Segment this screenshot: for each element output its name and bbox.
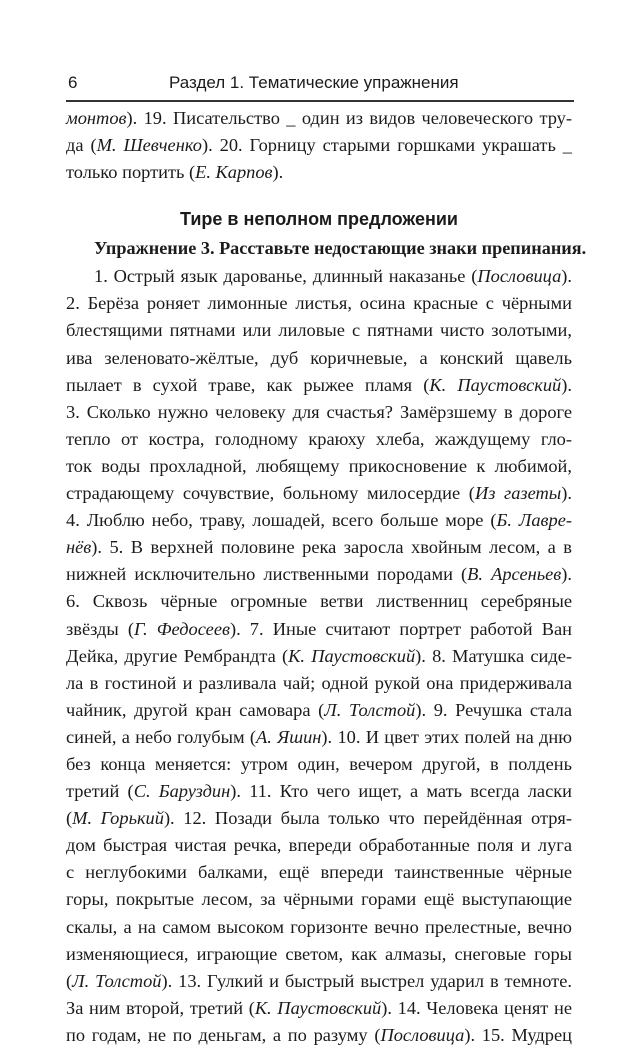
- source-citation: С. Баруздин: [133, 781, 231, 802]
- text-line: [66, 616, 572, 643]
- exercise-title: [94, 234, 587, 263]
- text-segment: скалы, а на самом высоком горизонте вечно прелестные, вечно: [66, 916, 572, 937]
- text-segment: ).: [561, 564, 572, 585]
- source-citation: М. Шевченко: [96, 135, 202, 156]
- text-segment: ). 11. Кто чего ищет, а мать всегда ласки: [230, 781, 573, 802]
- text-segment: нижней исключительно лиственными породами (: [66, 564, 468, 585]
- text-line: [66, 426, 572, 453]
- text-line: [66, 345, 572, 372]
- text-segment: ). 20. Горницу старыми горшками украшать _: [201, 135, 572, 156]
- text-segment: ). 13. Гулкий и быстрый выстрел ударил в темноте.: [161, 970, 572, 991]
- page-number: 6: [68, 73, 78, 92]
- text-segment: (: [66, 970, 73, 991]
- source-citation: Л. Толстой: [72, 970, 162, 991]
- exercise-text: [66, 263, 573, 1049]
- source-citation: В. Арсеньев: [467, 564, 562, 585]
- text-line: [66, 941, 572, 968]
- source-citation: нёв: [66, 537, 92, 558]
- text-segment: 1. Острый язык дарованье, длинный наказанье (: [94, 266, 478, 287]
- text-segment: ). 19. Писательство _ один из видов человеческого тру-: [126, 108, 572, 128]
- text-line: [66, 859, 572, 886]
- continued-text: [66, 105, 572, 186]
- text-line: [66, 159, 572, 186]
- text-line: [66, 995, 572, 1022]
- text-line: [66, 534, 572, 561]
- text-line: [66, 751, 572, 778]
- text-segment: ). 12. Позади была только что перейдённая отря-: [163, 808, 572, 829]
- text-segment: по годам, не по деньгам, а по разуму (: [66, 1024, 381, 1045]
- text-line: [66, 724, 572, 751]
- text-segment: третий (: [66, 781, 134, 802]
- text-segment: За ним второй, третий (: [66, 997, 255, 1018]
- text-segment: ). 14. Человека ценят не: [381, 997, 572, 1018]
- source-citation: К. Паустовский: [254, 997, 382, 1018]
- text-line: [66, 588, 572, 615]
- source-citation: Е. Карпов: [195, 162, 273, 183]
- text-segment: (: [66, 808, 73, 829]
- text-line: [66, 1022, 572, 1049]
- page-body: [66, 105, 587, 1049]
- text-line: [66, 507, 572, 534]
- source-citation: Пословица: [380, 1024, 465, 1045]
- text-segment: ).: [272, 162, 284, 183]
- text-line: [66, 886, 572, 913]
- text-segment: ).: [561, 483, 572, 504]
- exercise-instruction: Расставьте недостающие знаки препинания.: [214, 238, 587, 259]
- text-segment: ток воды прохладной, любящему прикосновение к любимой,: [66, 455, 572, 476]
- text-segment: без конца меняется: утром один, вечером другой, в полдень: [66, 753, 572, 774]
- exercise-label: Упражнение 3.: [94, 238, 215, 259]
- text-line: [66, 832, 572, 859]
- source-citation: монтов: [66, 108, 127, 128]
- text-segment: ). 8. Матушка сиде-: [415, 645, 572, 666]
- source-citation: А. Яшин: [256, 726, 322, 747]
- text-line: [94, 263, 572, 290]
- text-segment: чайник, другой кран самовара (: [66, 699, 325, 720]
- text-segment: 6. Сквозь чёрные огромные ветви лиственниц серебряные: [66, 591, 572, 612]
- text-segment: ).: [561, 266, 572, 287]
- text-segment: ).: [561, 374, 572, 395]
- text-segment: ). 9. Речушка стала: [415, 699, 573, 720]
- text-segment: ). 10. И цвет этих полей на дню: [321, 726, 572, 747]
- text-segment: синей, а небо голубым (: [66, 726, 256, 747]
- text-line: [66, 670, 572, 697]
- running-header: [66, 70, 574, 102]
- text-line: [66, 697, 572, 724]
- section-heading: Тире в неполном предложении: [180, 209, 458, 230]
- source-citation: М. Горький: [72, 808, 164, 829]
- text-segment: ива зеленовато-жёлтые, дуб коричневые, а конский щавель: [66, 347, 572, 368]
- text-line: [66, 317, 572, 344]
- text-segment: ). 5. В верхней половине река заросла хвойным лесом, а в: [91, 537, 572, 558]
- source-citation: Г. Федосеев: [133, 618, 230, 639]
- text-segment: изменяющиеся, играющие светом, как алмазы, снеговые горы: [66, 943, 572, 964]
- source-citation: К. Паустовский: [288, 645, 416, 666]
- text-line: [66, 372, 572, 399]
- text-segment: звёзды (: [66, 618, 134, 639]
- text-segment: с неглубокими балками, ещё впереди таинственные чёрные: [66, 862, 572, 883]
- text-segment: дом быстрая чистая речка, впереди обработанные поля и луга: [66, 835, 572, 856]
- section-title: Раздел 1. Тематические упражнения: [169, 73, 459, 92]
- text-segment: 3. Сколько нужно человеку для счастья? Замёрзшему в дороге: [66, 401, 572, 422]
- text-segment: ). 7. Иные считают портрет работой Ван: [229, 618, 572, 639]
- text-line: [66, 561, 572, 588]
- text-line: [66, 105, 572, 132]
- text-segment: только портить (: [66, 162, 196, 183]
- text-line: [66, 914, 572, 941]
- text-line: [66, 805, 572, 832]
- text-segment: 2. Берёза роняет лимонные листья, осина красные с чёрными: [66, 293, 572, 314]
- text-line: [66, 453, 572, 480]
- text-segment: да (: [66, 135, 97, 156]
- source-citation: Из газеты: [474, 483, 562, 504]
- source-citation: Б. Лавре-: [496, 510, 572, 531]
- text-line: [66, 399, 572, 426]
- text-segment: 4. Люблю небо, траву, лошадей, всего больше море (: [66, 510, 497, 531]
- text-line: [66, 132, 572, 159]
- text-segment: Дейка, другие Рембрандта (: [66, 645, 289, 666]
- text-line: [66, 290, 572, 317]
- text-segment: ). 15. Мудрец: [464, 1024, 572, 1045]
- text-line: [66, 778, 572, 805]
- text-segment: пылает в сухой траве, как рыжее пламя (: [66, 374, 430, 395]
- text-segment: страдающему сочувствие, больному милосердие (: [66, 483, 475, 504]
- text-segment: тепло от костра, голодному краюху хлеба, жаждущему гло-: [66, 428, 572, 449]
- source-citation: Пословица: [477, 266, 562, 287]
- text-segment: блестящими пятнами или лиловые с пятнами чисто золотыми,: [66, 320, 572, 341]
- text-line: [66, 480, 572, 507]
- text-line: [66, 643, 572, 670]
- text-segment: ла в гостиной и разливала чай; одной рукой она придерживала: [66, 672, 572, 693]
- text-line: [66, 968, 572, 995]
- source-citation: К. Паустовский: [429, 374, 562, 395]
- text-segment: горы, покрытые лесом, за чёрными горами ещё выступающие: [66, 889, 572, 910]
- source-citation: Л. Толстой: [324, 699, 416, 720]
